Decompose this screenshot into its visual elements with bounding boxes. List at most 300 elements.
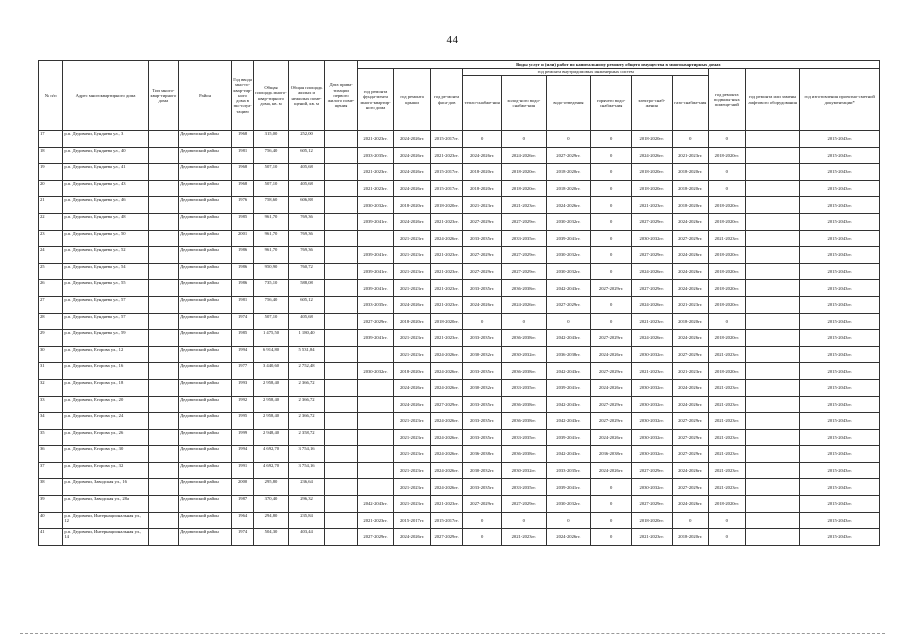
- cell-gas: 2024-2026гг.: [672, 263, 709, 280]
- cell-hot-water: 0: [591, 180, 632, 197]
- table-row: [39, 479, 880, 496]
- cell-area-total: 2 958,40: [254, 379, 289, 396]
- cell-gas: 2018-2020гг.: [672, 313, 709, 330]
- cell-privatization: [325, 379, 357, 396]
- cell-district: Дедовичский район: [179, 330, 232, 347]
- cell-cold-water: 2027-2029гг.: [501, 263, 546, 280]
- cell-facade: 2018-2020гг.: [430, 197, 462, 214]
- cell-area-total: 3 440,60: [254, 363, 289, 380]
- cell-hot-water: 0: [591, 313, 632, 330]
- cell-cold-water: 0: [501, 512, 546, 529]
- cell-sewage: 0: [546, 512, 591, 529]
- cell-sewage: 2042-2043гг.: [546, 446, 591, 463]
- cell-area-living: 405,68: [288, 313, 325, 330]
- cell-type: [148, 230, 178, 247]
- cell-sewage: 0: [546, 131, 591, 148]
- cell-area-living: 296,32: [288, 496, 325, 513]
- cell-area-total: 961,70: [254, 213, 289, 230]
- cell-privatization: [325, 479, 357, 496]
- cell-electric: 2018-2020гг.: [631, 512, 672, 529]
- cell-foundation: [357, 429, 394, 446]
- cell-facade: 2024-2026гг.: [430, 346, 462, 363]
- cell-type: [148, 346, 178, 363]
- header-type: Тип много-квар-тирного дома: [148, 61, 178, 131]
- cell-basement: 0: [709, 131, 746, 148]
- cell-facade: 2024-2026гг.: [430, 230, 462, 247]
- cell-design-docs: 2015-2043гг.: [800, 296, 880, 313]
- cell-basement: 2018-2020гг.: [709, 213, 746, 230]
- cell-foundation: 2039-2041гг.: [357, 280, 394, 297]
- cell-area-living: 2 752,48: [288, 363, 325, 380]
- cell-district: Дедовичский район: [179, 131, 232, 148]
- cell-heating: 2027-2029гг.: [463, 496, 502, 513]
- cell-district: Дедовичский район: [179, 230, 232, 247]
- cell-heating: 2033-2035гг.: [463, 479, 502, 496]
- cell-privatization: [325, 180, 357, 197]
- cell-foundation: [357, 446, 394, 463]
- cell-year: 1974: [231, 313, 253, 330]
- cell-heating: 2033-2035гг.: [463, 429, 502, 446]
- cell-area-total: 507,10: [254, 313, 289, 330]
- table-row: [39, 247, 880, 264]
- cell-cold-water: 2021-2023гг.: [501, 197, 546, 214]
- cell-cold-water: 2033-2035гг.: [501, 230, 546, 247]
- cell-gas: 2021-2023гг.: [672, 296, 709, 313]
- scan-edge-divider: [20, 633, 885, 634]
- cell-design-docs: 2015-2043гг.: [800, 446, 880, 463]
- cell-basement: 2018-2020гг.: [709, 296, 746, 313]
- cell-foundation: [357, 230, 394, 247]
- table-row: [39, 413, 880, 430]
- cell-hot-water: 0: [591, 147, 632, 164]
- table-row: [39, 164, 880, 181]
- cell-hot-water: 2024-2026гг.: [591, 346, 632, 363]
- cell-foundation: 2030-2032гг.: [357, 363, 394, 380]
- cell-num: 24: [39, 247, 63, 264]
- cell-heating: 0: [463, 313, 502, 330]
- cell-heating: 2033-2035гг.: [463, 230, 502, 247]
- cell-electric: 2018-2020гг.: [631, 164, 672, 181]
- cell-hot-water: 0: [591, 529, 632, 546]
- cell-area-total: 507,10: [254, 164, 289, 181]
- cell-area-total: 756,40: [254, 296, 289, 313]
- cell-design-docs: 2015-2043гг.: [800, 263, 880, 280]
- table-row: [39, 346, 880, 363]
- cell-roof: 2018-2020гг.: [394, 313, 431, 330]
- cell-year: 1977: [231, 363, 253, 380]
- cell-type: [148, 164, 178, 181]
- cell-electric: 2027-2029гг.: [631, 213, 672, 230]
- cell-roof: 2021-2023гг.: [394, 496, 431, 513]
- cell-roof: 2021-2023гг.: [394, 413, 431, 430]
- cell-type: [148, 363, 178, 380]
- cell-address: р.п. Дедовичи, Егорова ул., 16: [63, 363, 148, 380]
- cell-lift: [745, 413, 800, 430]
- cell-basement: 2018-2020гг.: [709, 263, 746, 280]
- cell-district: Дедовичский район: [179, 213, 232, 230]
- table-row: [39, 330, 880, 347]
- cell-type: [148, 413, 178, 430]
- cell-cold-water: 2018-2020гг.: [501, 180, 546, 197]
- cell-gas: 0: [672, 512, 709, 529]
- cell-area-living: 252,00: [288, 131, 325, 148]
- cell-hot-water: 0: [591, 263, 632, 280]
- cell-num: 27: [39, 296, 63, 313]
- cell-electric: 2030-2032гг.: [631, 413, 672, 430]
- cell-facade: 2021-2023гг.: [430, 330, 462, 347]
- cell-roof: 2024-2026гг.: [394, 379, 431, 396]
- cell-foundation: 2027-2029гг.: [357, 529, 394, 546]
- cell-sewage: 2039-2041гг.: [546, 429, 591, 446]
- cell-privatization: [325, 230, 357, 247]
- cell-electric: 2024-2026гг.: [631, 263, 672, 280]
- cell-privatization: [325, 296, 357, 313]
- cell-sewage: 2030-2032гг.: [546, 263, 591, 280]
- cell-address: р.п. Дедовичи, Бундяева ул., 57: [63, 313, 148, 330]
- cell-basement: 2021-2023гг.: [709, 230, 746, 247]
- cell-district: Дедовичский район: [179, 147, 232, 164]
- table-body: [39, 131, 880, 546]
- cell-roof: 2018-2020гг.: [394, 363, 431, 380]
- cell-area-living: 2 358,72: [288, 429, 325, 446]
- cell-privatization: [325, 413, 357, 430]
- cell-design-docs: 2015-2043гг.: [800, 346, 880, 363]
- cell-area-living: 236,64: [288, 479, 325, 496]
- cell-roof: 2024-2026гг.: [394, 296, 431, 313]
- cell-gas: 2024-2026гг.: [672, 462, 709, 479]
- cell-basement: 2021-2023гг.: [709, 429, 746, 446]
- cell-cold-water: 2030-2032гг.: [501, 346, 546, 363]
- cell-foundation: 2039-2041гг.: [357, 330, 394, 347]
- cell-lift: [745, 446, 800, 463]
- cell-foundation: 2039-2041гг.: [357, 263, 394, 280]
- cell-hot-water: 2027-2029гг.: [591, 280, 632, 297]
- table-row: [39, 197, 880, 214]
- cell-district: Дедовичский район: [179, 446, 232, 463]
- cell-area-living: 405,68: [288, 180, 325, 197]
- header-privatization: Дата прива-тизации первого жилого поме-щения: [325, 61, 357, 131]
- cell-year: 1985: [231, 330, 253, 347]
- cell-area-living: 769,36: [288, 230, 325, 247]
- cell-district: Дедовичский район: [179, 180, 232, 197]
- cell-area-total: 2 948,40: [254, 429, 289, 446]
- cell-lift: [745, 296, 800, 313]
- cell-roof: 2021-2023гг.: [394, 247, 431, 264]
- cell-privatization: [325, 263, 357, 280]
- cell-address: р.п. Дедовичи, Бундяева ул., 57: [63, 296, 148, 313]
- cell-roof: 2024-2026гг.: [394, 213, 431, 230]
- cell-hot-water: 0: [591, 512, 632, 529]
- cell-roof: 2024-2026гг.: [394, 131, 431, 148]
- cell-district: Дедовичский район: [179, 197, 232, 214]
- cell-design-docs: 2015-2043гг.: [800, 363, 880, 380]
- cell-electric: 2030-2032гг.: [631, 346, 672, 363]
- table-header: [39, 61, 880, 131]
- cell-area-total: 2 958,40: [254, 413, 289, 430]
- cell-facade: 2015-2017гг.: [430, 164, 462, 181]
- cell-hot-water: 0: [591, 131, 632, 148]
- cell-year: 2001: [231, 230, 253, 247]
- cell-year: 1981: [231, 147, 253, 164]
- cell-lift: [745, 164, 800, 181]
- cell-privatization: [325, 346, 357, 363]
- cell-num: 36: [39, 446, 63, 463]
- cell-design-docs: 2015-2043гг.: [800, 164, 880, 181]
- cell-year: 1991: [231, 462, 253, 479]
- cell-area-living: 2 366,72: [288, 396, 325, 413]
- cell-foundation: [357, 479, 394, 496]
- cell-electric: 2024-2026гг.: [631, 147, 672, 164]
- cell-area-total: 758,60: [254, 197, 289, 214]
- cell-heating: 2018-2020гг.: [463, 180, 502, 197]
- cell-facade: 2024-2026гг.: [430, 446, 462, 463]
- cell-foundation: [357, 413, 394, 430]
- cell-sewage: 2039-2041гг.: [546, 230, 591, 247]
- cell-area-living: 235,84: [288, 512, 325, 529]
- cell-hot-water: 0: [591, 479, 632, 496]
- cell-cold-water: 2018-2020гг.: [501, 164, 546, 181]
- cell-cold-water: 2027-2029гг.: [501, 496, 546, 513]
- cell-foundation: [357, 462, 394, 479]
- cell-roof: 2024-2026гг.: [394, 529, 431, 546]
- cell-roof: 2024-2026гг.: [394, 180, 431, 197]
- cell-design-docs: 2015-2043гг.: [800, 131, 880, 148]
- header-area-total: Общая площадь много-квар-тирного дома, кв. м: [254, 61, 289, 131]
- cell-facade: 2021-2023гг.: [430, 263, 462, 280]
- cell-address: р.п. Дедовичи, Егорова ул., 20: [63, 396, 148, 413]
- cell-num: 22: [39, 213, 63, 230]
- cell-cold-water: 0: [501, 313, 546, 330]
- cell-privatization: [325, 462, 357, 479]
- cell-district: Дедовичский район: [179, 413, 232, 430]
- cell-heating: 2021-2023гг.: [463, 197, 502, 214]
- cell-electric: 2030-2032гг.: [631, 379, 672, 396]
- cell-address: р.п. Дедовичи, Бундяева ул., 48: [63, 213, 148, 230]
- cell-foundation: 2033-2035гг.: [357, 147, 394, 164]
- cell-gas: 2018-2020гг.: [672, 164, 709, 181]
- cell-district: Дедовичский район: [179, 263, 232, 280]
- cell-address: р.п. Дедовичи, Бундяева ул., 54: [63, 263, 148, 280]
- cell-design-docs: 2015-2043гг.: [800, 197, 880, 214]
- cell-privatization: [325, 213, 357, 230]
- header-facade: год ре-монта фаса-дов: [430, 69, 462, 131]
- cell-heating: 2033-2035гг.: [463, 413, 502, 430]
- cell-address: р.п. Дедовичи, Бундяева ул., 50: [63, 230, 148, 247]
- cell-lift: [745, 197, 800, 214]
- cell-lift: [745, 230, 800, 247]
- cell-area-living: 769,36: [288, 213, 325, 230]
- cell-address: р.п. Дедовичи, Егорова ул., 30: [63, 446, 148, 463]
- cell-design-docs: 2015-2043гг.: [800, 230, 880, 247]
- cell-privatization: [325, 330, 357, 347]
- cell-roof: 2018-2020гг.: [394, 197, 431, 214]
- cell-gas: 2018-2020гг.: [672, 197, 709, 214]
- cell-lift: [745, 280, 800, 297]
- cell-design-docs: 2015-2043гг.: [800, 180, 880, 197]
- cell-facade: 2018-2020гг.: [430, 313, 462, 330]
- header-electric: электро-снаб-жения: [631, 76, 672, 131]
- cell-type: [148, 446, 178, 463]
- cell-gas: 2024-2026гг.: [672, 213, 709, 230]
- cell-design-docs: 2015-2043гг.: [800, 247, 880, 264]
- cell-district: Дедовичский район: [179, 462, 232, 479]
- cell-basement: 2021-2023гг.: [709, 346, 746, 363]
- cell-num: 21: [39, 197, 63, 214]
- cell-roof: 2024-2026гг.: [394, 164, 431, 181]
- cell-year: 1968: [231, 180, 253, 197]
- cell-facade: 2021-2023гг.: [430, 496, 462, 513]
- cell-cold-water: 2024-2026гг.: [501, 147, 546, 164]
- cell-lift: [745, 379, 800, 396]
- cell-type: [148, 479, 178, 496]
- cell-foundation: 2021-2023гг.: [357, 131, 394, 148]
- cell-address: р.п. Дедовичи, Егорова ул., 18: [63, 379, 148, 396]
- cell-foundation: 2030-2032гг.: [357, 197, 394, 214]
- cell-district: Дедовичский район: [179, 496, 232, 513]
- cell-hot-water: 0: [591, 164, 632, 181]
- header-design-docs: год изготовления проектно-сметной документации*: [800, 69, 880, 131]
- cell-foundation: 2021-2023гг.: [357, 164, 394, 181]
- cell-hot-water: 2027-2029гг.: [591, 363, 632, 380]
- cell-foundation: 2042-2043гг.: [357, 496, 394, 513]
- cell-hot-water: 0: [591, 496, 632, 513]
- table-row: [39, 230, 880, 247]
- cell-electric: 2030-2032гг.: [631, 230, 672, 247]
- cell-facade: 2024-2026гг.: [430, 429, 462, 446]
- cell-heating: 0: [463, 131, 502, 148]
- cell-heating: 2033-2035гг.: [463, 280, 502, 297]
- cell-district: Дедовичский район: [179, 164, 232, 181]
- cell-hot-water: 0: [591, 213, 632, 230]
- cell-heating: 2036-2038гг.: [463, 446, 502, 463]
- cell-cold-water: 2030-2032гг.: [501, 462, 546, 479]
- cell-basement: 0: [709, 164, 746, 181]
- cell-address: р.п. Дедовичи, Егорова ул., 24: [63, 413, 148, 430]
- cell-area-total: 950,90: [254, 263, 289, 280]
- cell-facade: 2021-2023гг.: [430, 280, 462, 297]
- cell-area-living: 588,08: [288, 280, 325, 297]
- cell-basement: 0: [709, 180, 746, 197]
- cell-privatization: [325, 280, 357, 297]
- cell-basement: 2021-2023гг.: [709, 479, 746, 496]
- cell-privatization: [325, 247, 357, 264]
- cell-cold-water: 2036-2038гг.: [501, 413, 546, 430]
- table-row: [39, 280, 880, 297]
- cell-type: [148, 529, 178, 546]
- table-row: [39, 147, 880, 164]
- cell-num: 37: [39, 462, 63, 479]
- cell-num: 35: [39, 429, 63, 446]
- cell-sewage: 2027-2029гг.: [546, 296, 591, 313]
- cell-electric: 2024-2026гг.: [631, 296, 672, 313]
- cell-basement: 2021-2023гг.: [709, 413, 746, 430]
- cell-hot-water: 2036-2038гг.: [591, 446, 632, 463]
- cell-area-total: 6 914,80: [254, 346, 289, 363]
- cell-address: р.п. Дедовичи, Бундяева ул., 52: [63, 247, 148, 264]
- cell-heating: 2027-2029гг.: [463, 263, 502, 280]
- cell-basement: 2021-2023гг.: [709, 446, 746, 463]
- table-row: [39, 180, 880, 197]
- cell-area-total: 504,30: [254, 529, 289, 546]
- cell-cold-water: 2033-2035гг.: [501, 429, 546, 446]
- cell-sewage: 2042-2043гг.: [546, 363, 591, 380]
- cell-type: [148, 330, 178, 347]
- cell-area-total: 295,80: [254, 479, 289, 496]
- cell-design-docs: 2015-2043гг.: [800, 147, 880, 164]
- table-row: [39, 131, 880, 148]
- cell-facade: 2027-2029гг.: [430, 529, 462, 546]
- cell-type: [148, 512, 178, 529]
- cell-year: 1964: [231, 512, 253, 529]
- cell-gas: 2018-2020гг.: [672, 529, 709, 546]
- cell-foundation: 2021-2023гг.: [357, 180, 394, 197]
- cell-area-total: 961,70: [254, 230, 289, 247]
- cell-lift: [745, 462, 800, 479]
- cell-district: Дедовичский район: [179, 313, 232, 330]
- cell-sewage: 2039-2041гг.: [546, 379, 591, 396]
- cell-lift: [745, 496, 800, 513]
- cell-area-total: 294,80: [254, 512, 289, 529]
- cell-gas: 2027-2029гг.: [672, 429, 709, 446]
- cell-year: 1987: [231, 496, 253, 513]
- cell-hot-water: 2027-2029гг.: [591, 396, 632, 413]
- cell-gas: 2021-2023гг.: [672, 147, 709, 164]
- cell-lift: [745, 247, 800, 264]
- cell-sewage: 2018-2020гг.: [546, 164, 591, 181]
- cell-lift: [745, 363, 800, 380]
- cell-year: 1986: [231, 263, 253, 280]
- cell-area-total: 2 958,40: [254, 396, 289, 413]
- cell-area-living: 2 366,72: [288, 413, 325, 430]
- cell-foundation: 2021-2023гг.: [357, 512, 394, 529]
- cell-gas: 2024-2026гг.: [672, 280, 709, 297]
- cell-facade: 2021-2023гг.: [430, 296, 462, 313]
- cell-design-docs: 2015-2043гг.: [800, 396, 880, 413]
- cell-basement: 2018-2020гг.: [709, 363, 746, 380]
- cell-cold-water: 2027-2029гг.: [501, 247, 546, 264]
- cell-type: [148, 313, 178, 330]
- cell-cold-water: 2021-2023гг.: [501, 529, 546, 546]
- cell-electric: 2030-2032гг.: [631, 429, 672, 446]
- cell-roof: 2021-2023гг.: [394, 230, 431, 247]
- header-roof: год ремонта крыши: [394, 69, 431, 131]
- header-basement: год ремонта подвалы-ных помеще-ний: [709, 69, 746, 131]
- cell-design-docs: 2015-2043гг.: [800, 330, 880, 347]
- cell-sewage: 2024-2026гг.: [546, 529, 591, 546]
- cell-sewage: 2030-2032гг.: [546, 213, 591, 230]
- cell-num: 28: [39, 313, 63, 330]
- cell-area-living: 605,12: [288, 296, 325, 313]
- cell-design-docs: 2015-2043гг.: [800, 213, 880, 230]
- cell-privatization: [325, 429, 357, 446]
- cell-design-docs: 2015-2043гг.: [800, 313, 880, 330]
- cell-hot-water: 0: [591, 296, 632, 313]
- cell-foundation: 2033-2035гг.: [357, 296, 394, 313]
- cell-electric: 2021-2023гг.: [631, 197, 672, 214]
- cell-sewage: 2042-2043гг.: [546, 413, 591, 430]
- cell-year: 1999: [231, 429, 253, 446]
- table-row: [39, 296, 880, 313]
- cell-type: [148, 280, 178, 297]
- header-gas: газо-снабже-ния: [672, 76, 709, 131]
- cell-type: [148, 147, 178, 164]
- cell-num: 18: [39, 147, 63, 164]
- cell-lift: [745, 529, 800, 546]
- header-lift: год ремонта или замены лифтового оборудования: [745, 69, 800, 131]
- cell-address: р.п. Дедовичи, Бундяева ул., 46: [63, 197, 148, 214]
- cell-design-docs: 2015-2043гг.: [800, 379, 880, 396]
- cell-type: [148, 247, 178, 264]
